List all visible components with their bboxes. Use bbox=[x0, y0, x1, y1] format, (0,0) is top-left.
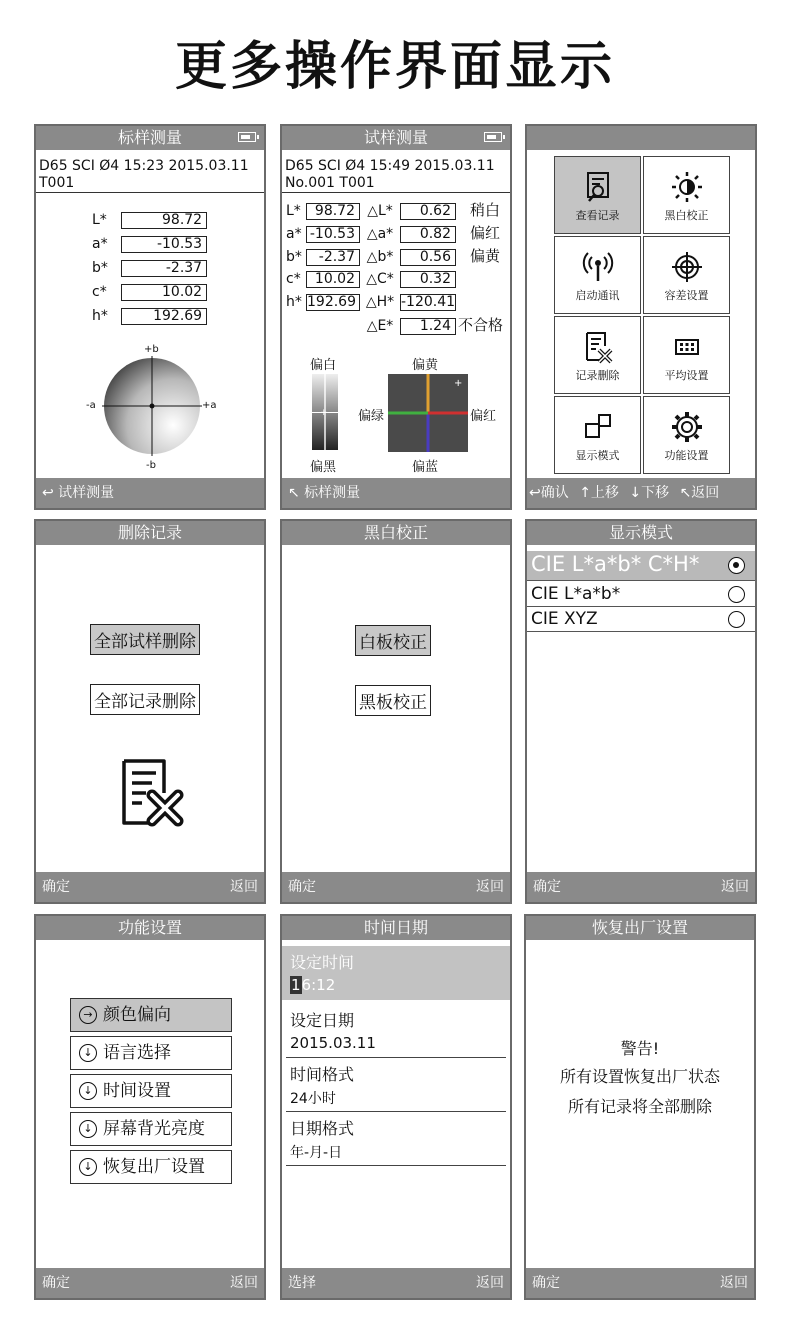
deviation-note: 偏红 bbox=[469, 224, 500, 242]
footer-confirm[interactable]: ↩确认 bbox=[529, 485, 569, 501]
menu-tile-display-mode[interactable] bbox=[554, 396, 641, 474]
lightness-bar-label-top: 偏白 bbox=[310, 358, 337, 373]
value-field: -10.53 bbox=[306, 226, 360, 243]
battery-icon bbox=[238, 132, 256, 142]
tile-label: 平均设置 bbox=[664, 369, 709, 382]
warning-line-2: 所有记录将全部删除 bbox=[567, 1097, 712, 1116]
axis-left-label: -a bbox=[86, 400, 96, 411]
footer-confirm[interactable]: 确定 bbox=[533, 879, 561, 895]
delete-record-icon bbox=[581, 330, 615, 364]
footer-confirm[interactable]: 确定 bbox=[288, 879, 316, 895]
value-label: h* bbox=[286, 294, 302, 310]
delete-all-samples-button[interactable]: 全部试样删除 bbox=[90, 624, 200, 655]
screen-title: 删除记录 bbox=[117, 523, 182, 542]
field-set-date[interactable] bbox=[286, 1006, 506, 1058]
footer-confirm[interactable]: 确定 bbox=[532, 1275, 560, 1291]
value-field: 192.69 bbox=[121, 308, 207, 325]
ab-label-right: 偏红 bbox=[470, 409, 497, 424]
arrow-down-icon: ↓ bbox=[79, 1120, 97, 1138]
ab-label-top: 偏黄 bbox=[412, 358, 439, 373]
footer-back[interactable]: 返回 bbox=[720, 1275, 748, 1291]
svg-text:+: + bbox=[454, 378, 463, 389]
value-field: 192.69 bbox=[306, 294, 360, 311]
screen-title: 标样测量 bbox=[117, 128, 182, 147]
diff-row bbox=[286, 199, 510, 222]
footer-back[interactable]: 返回 bbox=[230, 1275, 258, 1291]
radio-checked-icon bbox=[728, 557, 745, 574]
menu-item-backlight[interactable] bbox=[70, 1112, 232, 1146]
option-label: CIE XYZ bbox=[531, 609, 598, 629]
footer bbox=[282, 1268, 510, 1298]
footer-standard-measure[interactable]: ↖ 标样测量 bbox=[288, 485, 361, 501]
color-wheel bbox=[82, 344, 222, 474]
screen-standard-measure bbox=[34, 124, 266, 510]
battery-icon bbox=[484, 132, 502, 142]
value-label: c* bbox=[286, 271, 301, 287]
tile-label: 启动通讯 bbox=[575, 289, 620, 302]
edit-cursor: 1 bbox=[291, 976, 301, 994]
arrow-right-icon: → bbox=[79, 1006, 97, 1024]
delta-label: △C* bbox=[366, 271, 394, 287]
sample-id: T001 bbox=[36, 175, 264, 193]
value-field: -2.37 bbox=[306, 249, 360, 266]
delete-record-icon bbox=[118, 757, 184, 829]
brightness-icon bbox=[670, 170, 704, 204]
value-label: a* bbox=[92, 236, 108, 252]
screen-title: 黑白校正 bbox=[363, 523, 428, 542]
color-wheel-graphic bbox=[82, 344, 222, 474]
delta-e-field: 1.24 bbox=[400, 318, 456, 335]
menu-tile-communication[interactable] bbox=[554, 236, 641, 314]
ab-label-bottom: 偏蓝 bbox=[412, 460, 439, 475]
screen-factory-reset bbox=[524, 914, 756, 1300]
delta-field: 0.32 bbox=[400, 271, 456, 288]
arrow-down-icon: ↓ bbox=[79, 1044, 97, 1062]
screen-function-settings bbox=[34, 914, 266, 1300]
sample-id: No.001 T001 bbox=[282, 175, 510, 193]
menu-item-color-bias[interactable] bbox=[70, 998, 232, 1032]
value-field: 98.72 bbox=[306, 203, 360, 220]
down-arrow-icon: ↓ bbox=[629, 485, 642, 501]
menu-tile-function-settings[interactable] bbox=[643, 396, 730, 474]
field-value: 24小时 bbox=[290, 1091, 336, 1107]
tile-label: 查看记录 bbox=[575, 209, 620, 222]
delta-label: △b* bbox=[366, 249, 394, 265]
radio-icon bbox=[728, 611, 745, 628]
footer bbox=[36, 872, 264, 902]
display-option[interactable] bbox=[527, 583, 755, 607]
arrow-down-icon: ↓ bbox=[79, 1082, 97, 1100]
screen-header bbox=[282, 126, 510, 150]
screen-title: 时间日期 bbox=[363, 918, 428, 937]
value-label: b* bbox=[92, 260, 108, 276]
delta-field: 0.56 bbox=[400, 249, 456, 266]
value-field: 98.72 bbox=[121, 212, 207, 229]
footer bbox=[36, 1268, 264, 1298]
deviation-note: 稍白 bbox=[469, 201, 500, 219]
view-records-icon bbox=[581, 170, 615, 204]
ab-label-left: 偏绿 bbox=[358, 409, 385, 424]
screen-main-menu bbox=[525, 124, 757, 510]
menu-item-label: 屏幕背光亮度 bbox=[103, 1119, 205, 1139]
diff-row bbox=[286, 291, 510, 314]
screen-title: 试样测量 bbox=[363, 128, 428, 147]
field-label: 设定日期 bbox=[290, 1011, 355, 1030]
value-row bbox=[36, 257, 264, 281]
footer-confirm[interactable]: 确定 bbox=[42, 1275, 70, 1291]
delete-all-records-button[interactable]: 全部记录删除 bbox=[90, 684, 200, 715]
lightness-bar: + bbox=[312, 374, 338, 450]
menu-tile-tolerance[interactable] bbox=[643, 236, 730, 314]
arrow-down-icon: ↓ bbox=[79, 1158, 97, 1176]
footer bbox=[36, 478, 264, 508]
footer-sample-measure[interactable]: ↩ 试样测量 bbox=[42, 485, 115, 501]
tile-label: 容差设置 bbox=[664, 289, 709, 302]
footer bbox=[526, 1268, 754, 1298]
time-value-rest: 6:12 bbox=[301, 976, 336, 994]
value-field: 10.02 bbox=[121, 284, 207, 301]
value-row bbox=[36, 305, 264, 329]
footer-back[interactable]: 返回 bbox=[721, 879, 749, 895]
ab-chart bbox=[388, 374, 468, 452]
tile-label: 显示模式 bbox=[575, 449, 620, 462]
field-label: 设定时间 bbox=[290, 953, 355, 972]
deviation-note: 偏黄 bbox=[469, 247, 500, 265]
menu-item-label: 时间设置 bbox=[103, 1081, 171, 1101]
crosshair-icon bbox=[670, 250, 704, 284]
value-label: b* bbox=[286, 249, 302, 265]
field-date-format[interactable] bbox=[286, 1114, 506, 1166]
screen-title: 显示模式 bbox=[608, 523, 673, 542]
delta-label: △a* bbox=[366, 226, 394, 242]
screen-title: 功能设置 bbox=[117, 918, 182, 937]
field-set-time[interactable] bbox=[282, 946, 510, 1000]
footer-confirm[interactable]: 确定 bbox=[42, 879, 70, 895]
menu-item-factory-reset[interactable] bbox=[70, 1150, 232, 1184]
white-calibration-button[interactable]: 白板校正 bbox=[355, 625, 431, 656]
axis-bottom-label: -b bbox=[146, 460, 156, 471]
footer-select[interactable]: 选择 bbox=[288, 1275, 316, 1291]
screen-calibration bbox=[280, 519, 512, 904]
value-row bbox=[36, 209, 264, 233]
screen-header bbox=[527, 521, 755, 545]
delta-field: 0.82 bbox=[400, 226, 456, 243]
menu-item-label: 颜色偏向 bbox=[103, 1005, 171, 1025]
delta-e-label: △E* bbox=[366, 318, 394, 334]
lightness-bar-label-bottom: 偏黑 bbox=[310, 460, 337, 475]
field-label: 日期格式 bbox=[290, 1119, 355, 1138]
value-row bbox=[36, 233, 264, 257]
menu-tile-delete-records[interactable] bbox=[554, 316, 641, 394]
tile-label: 功能设置 bbox=[664, 449, 709, 462]
signal-icon bbox=[581, 250, 615, 284]
value-field: 10.02 bbox=[306, 271, 360, 288]
footer-back[interactable]: ↖返回 bbox=[679, 485, 720, 501]
tile-label: 记录删除 bbox=[575, 369, 620, 382]
screen-header bbox=[527, 126, 755, 150]
field-value: 2015.03.11 bbox=[290, 1034, 376, 1052]
warning-line-1: 所有设置恢复出厂状态 bbox=[559, 1067, 720, 1086]
value-label: a* bbox=[286, 226, 302, 242]
screen-display-mode bbox=[525, 519, 757, 904]
value-row bbox=[36, 281, 264, 305]
menu-tile-average[interactable] bbox=[643, 316, 730, 394]
gear-icon bbox=[669, 409, 705, 445]
menu-tile-calibration[interactable] bbox=[643, 156, 730, 234]
average-icon bbox=[670, 330, 704, 364]
menu-item-label: 恢复出厂设置 bbox=[103, 1157, 205, 1177]
radio-icon bbox=[728, 586, 745, 603]
footer-back[interactable]: 返回 bbox=[230, 879, 258, 895]
diff-row bbox=[286, 245, 510, 268]
menu-item-label: 语言选择 bbox=[103, 1043, 171, 1063]
screen-time-date bbox=[280, 914, 512, 1300]
menu-tile-view-records[interactable] bbox=[554, 156, 641, 234]
value-label: L* bbox=[92, 212, 107, 228]
screen-header bbox=[282, 916, 510, 940]
confirm-arrow-icon: ↩ bbox=[529, 485, 541, 501]
black-calibration-button[interactable]: 黑板校正 bbox=[355, 685, 431, 716]
footer bbox=[282, 872, 510, 902]
footer-back[interactable]: 返回 bbox=[476, 1275, 504, 1291]
axis-top-label: +b bbox=[144, 344, 159, 355]
field-value: 年-月-日 bbox=[290, 1145, 343, 1161]
up-arrow-icon: ↑ bbox=[579, 485, 591, 501]
value-label: h* bbox=[92, 308, 108, 324]
screen-header bbox=[36, 521, 264, 545]
page-title: 更多操作界面显示 bbox=[174, 37, 615, 97]
value-field: -10.53 bbox=[121, 236, 207, 253]
delta-field: 0.62 bbox=[400, 203, 456, 220]
footer-down[interactable]: ↓下移 bbox=[629, 485, 670, 501]
tile-label: 黑白校正 bbox=[664, 209, 709, 222]
display-option[interactable] bbox=[527, 608, 755, 632]
measure-info: D65 SCI Ø4 15:23 2015.03.11 bbox=[39, 158, 249, 174]
screen-title: 恢复出厂设置 bbox=[591, 918, 688, 937]
option-label: CIE L*a*b* bbox=[531, 584, 621, 604]
value-label: c* bbox=[92, 284, 107, 300]
total-diff-row bbox=[286, 314, 510, 337]
menu-item-language[interactable] bbox=[70, 1036, 232, 1070]
field-label: 时间格式 bbox=[290, 1065, 355, 1084]
field-time-format[interactable] bbox=[286, 1060, 506, 1112]
diff-row bbox=[286, 268, 510, 291]
footer-back[interactable]: 返回 bbox=[476, 879, 504, 895]
delta-label: △H* bbox=[365, 294, 395, 310]
screen-delete-records bbox=[34, 519, 266, 904]
delta-label: △L* bbox=[367, 203, 393, 219]
back-arrow-icon: ↖ bbox=[679, 485, 692, 501]
menu-item-time[interactable] bbox=[70, 1074, 232, 1108]
screen-header bbox=[36, 916, 264, 940]
screen-sample-measure bbox=[280, 124, 512, 510]
value-field: -2.37 bbox=[121, 260, 207, 277]
footer bbox=[282, 478, 510, 508]
footer bbox=[527, 478, 755, 508]
measure-info: D65 SCI Ø4 15:49 2015.03.11 bbox=[285, 158, 495, 174]
delta-field: -120.41 bbox=[401, 294, 456, 310]
footer-up[interactable]: ↑上移 bbox=[579, 485, 619, 501]
option-label: CIE L*a*b* C*H* bbox=[531, 552, 700, 576]
screen-header bbox=[282, 521, 510, 545]
warning-title: 警告! bbox=[620, 1039, 660, 1058]
time-value[interactable] bbox=[290, 976, 335, 994]
screen-header bbox=[526, 916, 754, 940]
screen-header bbox=[36, 126, 264, 150]
axis-right-label: +a bbox=[202, 400, 217, 411]
value-label: L* bbox=[286, 203, 301, 219]
diff-row bbox=[286, 222, 510, 245]
display-option-selected[interactable] bbox=[527, 551, 755, 581]
footer bbox=[527, 872, 755, 902]
pass-fail-result: 不合格 bbox=[458, 316, 504, 334]
display-mode-icon bbox=[581, 410, 615, 444]
